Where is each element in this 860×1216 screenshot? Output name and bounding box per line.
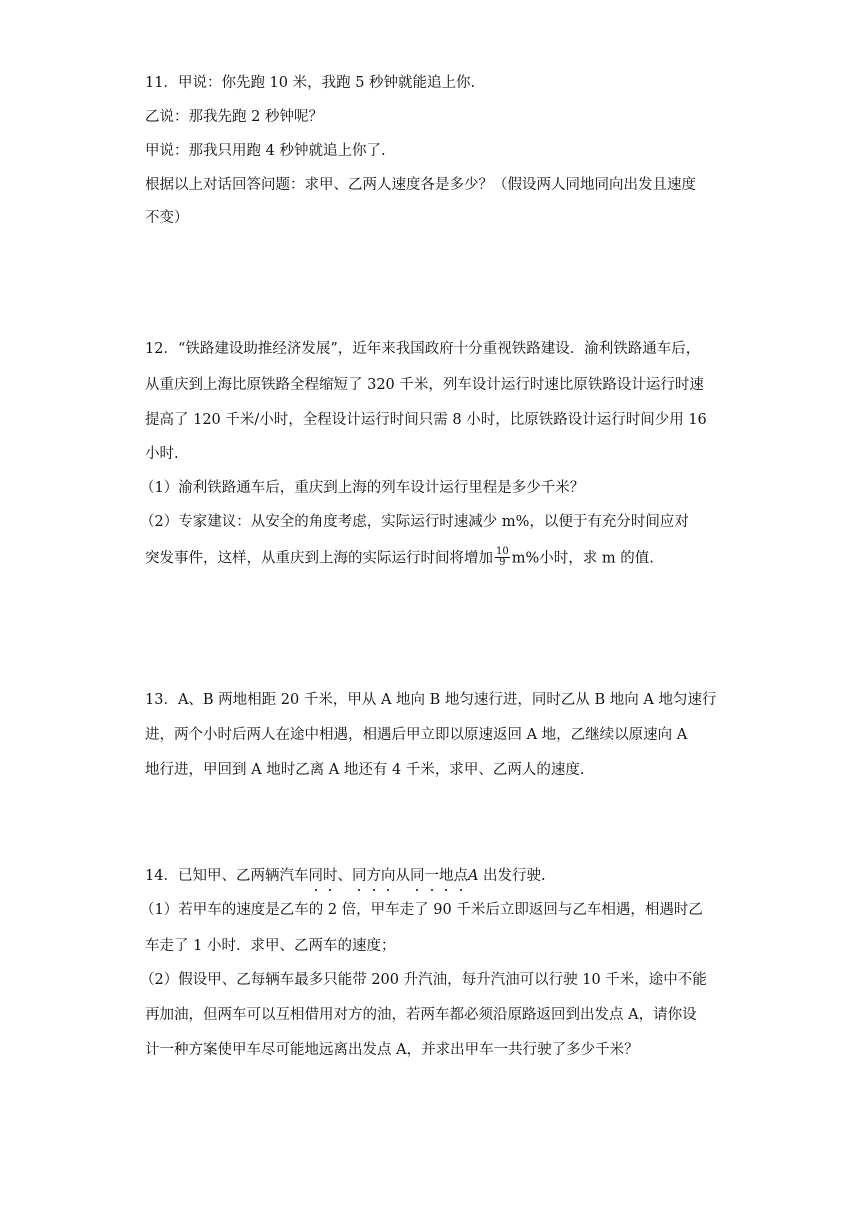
q11-line-3: 甲说：那我只用跑 4 秒钟就追上你了. — [145, 143, 386, 159]
q11-line-2: 乙说：那我先跑 2 秒钟呢？ — [145, 109, 323, 125]
q13-line-3: 地行进，甲回到 A 地时乙离 A 地还有 4 千米，求甲、乙两人的速度. — [145, 762, 585, 778]
emphasis-char: 地 — [438, 868, 454, 884]
fraction-10-9 — [495, 547, 510, 568]
emphasis-char: 向 — [380, 868, 396, 884]
q12-line-2: 从重庆到上海比原铁路全程缩短了 320 千米，列车设计运行时速比原铁路设计运行时速 — [145, 377, 704, 393]
q12-part-1: （1）渝利铁路通车后，重庆到上海的列车设计运行里程是多少千米？ — [140, 480, 585, 496]
q14-part-2-line-2: 再加油，但两车可以互相借用对方的油，若两车都必须沿原路返回到出发点 A，请你设 — [145, 1007, 697, 1023]
q12-line-1: 12．“铁路建设助推经济发展”，近年来我国政府十分重视铁路建设．渝利铁路通车后， — [145, 341, 701, 357]
q12-part-2-text-b: m%小时，求 m 的值. — [511, 550, 654, 567]
emphasis-char: 同 — [351, 868, 367, 884]
q12-line-3: 提高了 120 千米/小时，全程设计运行时间只需 8 小时，比原铁路设计运行时间少用 16 — [145, 412, 707, 428]
fraction-numerator: 10 — [496, 546, 509, 557]
q14-part-2-line-3: 计一种方案使甲车尽可能地远离出发点 A，并求出甲车一共行驶了多少千米？ — [145, 1042, 639, 1058]
q14-part-2-line-1: （2）假设甲、乙每辆车最多只能带 200 升汽油，每升汽油可以行驶 10 千米，途中不能 — [140, 972, 707, 988]
q14-text-b: 从 — [395, 868, 410, 884]
q11-line-5: 不变） — [145, 210, 189, 226]
q14-line-1 — [145, 866, 546, 886]
q14-part-1-line-1: （1）若甲车的速度是乙车的 2 倍，甲车走了 90 千米后立即返回与乙车相遇，相遇时乙 — [140, 902, 703, 918]
q14-separator: 、 — [337, 868, 352, 884]
emphasis-char: 方 — [366, 868, 381, 884]
q13-line-1: 13．A、B 两地相距 20 千米，甲从 A 地向 B 地匀速行进，同时乙从 B 地向 A 地匀速行 — [145, 692, 717, 708]
emphasis-char: 一 — [424, 868, 439, 884]
q14-text-c: 出发行驶. — [478, 868, 546, 884]
q12-line-4: 小时. — [145, 446, 179, 462]
q14-part-1-line-2: 车走了 1 小时．求甲、乙两车的速度； — [145, 938, 396, 954]
point-a-label: A — [467, 868, 479, 884]
emphasis-char: 点 — [453, 868, 468, 884]
q14-text-a: 14．已知甲、乙两辆汽车 — [145, 868, 309, 884]
q11-line-4: 根据以上对话回答问题：求甲、乙两人速度各是多少？（假设两人同地同向出发且速度 — [145, 177, 696, 193]
q12-part-2-line-2 — [145, 548, 654, 569]
q12-part-2-text-a: 突发事件，这样，从重庆到上海的实际运行时间将增加 — [145, 550, 493, 567]
q11-line-1: 11．甲说：你先跑 10 米，我跑 5 秒钟就能追上你. — [145, 75, 476, 91]
q13-line-2: 进，两个小时后两人在途中相遇，相遇后甲立即以原速返回 A 地，乙继续以原速向 A — [145, 727, 688, 743]
emphasis-char: 同 — [308, 868, 323, 884]
emphasis-char: 同 — [409, 868, 425, 884]
fraction-denominator: 9 — [499, 557, 506, 568]
q12-part-2-line-1: （2）专家建议：从安全的角度考虑，实际运行时速减少 m%，以便于有充分时间应对 — [140, 514, 689, 530]
emphasis-char: 时 — [322, 868, 338, 884]
